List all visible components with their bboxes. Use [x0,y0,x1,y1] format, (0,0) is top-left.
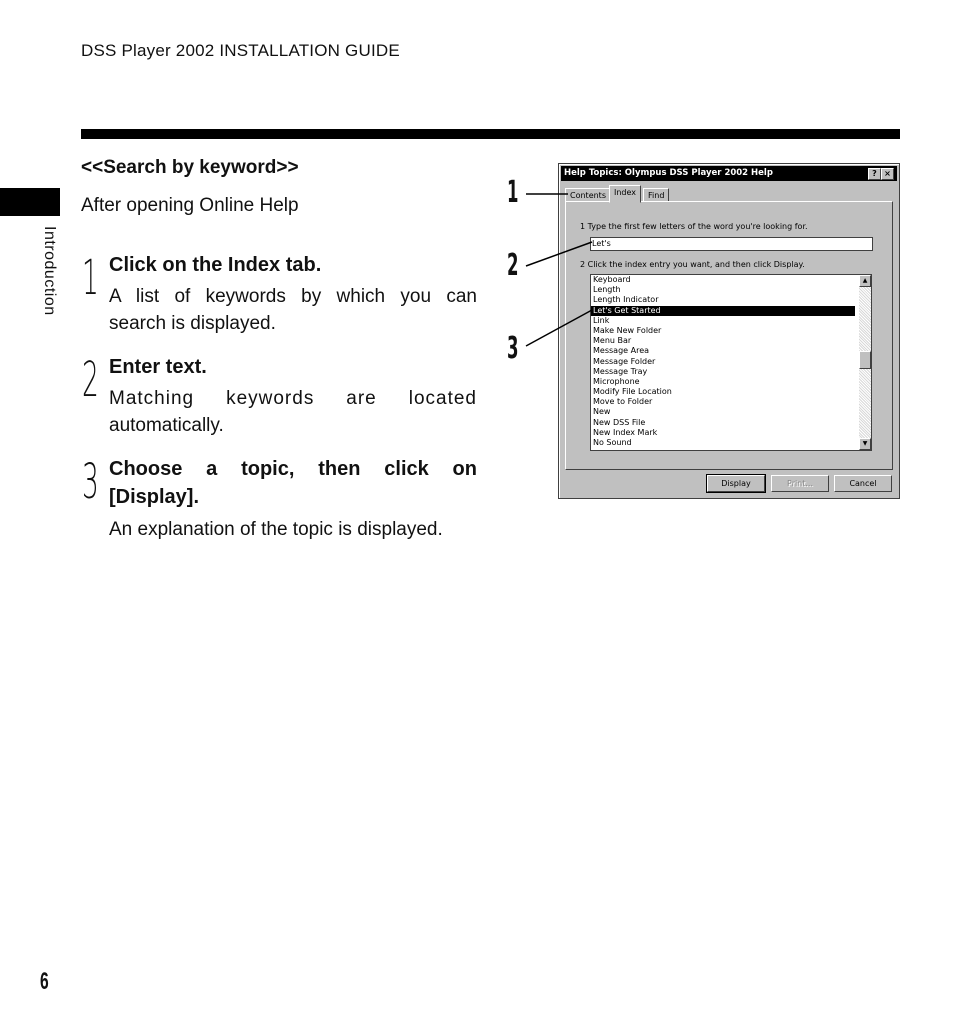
click-entry-label: 2 Click the index entry you want, and then click Display. [580,260,805,269]
index-entry-item[interactable]: Make New Folder [593,325,662,335]
step-2-title: Enter text. [109,356,207,378]
page-number: 6 [40,968,49,995]
step-2-desc-line2: automatically. [109,415,224,436]
step-1-desc-line2: search is displayed. [109,313,276,334]
step-number-2: 2 [82,352,99,408]
step-number-3: 3 [82,454,99,510]
index-entry-item[interactable]: Move to Folder [593,397,653,407]
side-section-label: Introduction [41,226,58,316]
help-question-button[interactable]: ? [868,168,881,180]
index-entry-item[interactable]: New Index Mark [593,427,658,437]
cancel-button[interactable]: Cancel [834,475,892,492]
step-1-title: Click on the Index tab. [109,254,322,276]
callout-number-1: 1 [507,175,519,210]
index-entry-item[interactable]: Microphone [593,376,640,386]
callout-line-2 [526,242,592,266]
index-entry-item[interactable]: New [593,407,611,417]
index-entry-item[interactable]: Length [593,285,621,295]
index-entry-list[interactable] [590,274,872,451]
callout-number-3: 3 [507,331,519,366]
tab-index[interactable]: Index [609,185,641,203]
dialog-title: Help Topics: Olympus DSS Player 2002 Help [564,168,773,178]
index-entry-item[interactable]: New DSS File [593,417,646,427]
close-button[interactable]: × [881,168,894,180]
index-entry-item[interactable]: Length Indicator [593,295,659,305]
side-tab-marker [0,188,60,216]
callout-number-2: 2 [507,248,519,283]
step-1-desc-line1: A list of keywords by which you can [109,286,477,307]
display-button[interactable]: Display [707,475,765,492]
index-entry-item[interactable]: Let's Get Started [591,306,855,316]
step-number-1: 1 [82,250,99,306]
index-entry-item[interactable]: Menu Bar [593,336,632,346]
type-letters-label: 1 Type the first few letters of the word you're looking for. [580,222,808,231]
print-button[interactable]: Print... [771,475,829,492]
header-rule [81,129,900,139]
section-heading: <<Search by keyword>> [81,157,299,178]
tab-contents[interactable]: Contents [565,188,611,201]
step-3-desc: An explanation of the topic is displayed. [109,519,443,540]
index-entry-item[interactable]: Message Folder [593,356,656,366]
step-3-title-line1: Choose a topic, then click on [109,458,477,480]
section-intro: After opening Online Help [81,195,299,216]
index-entry-item[interactable]: Modify File Location [593,387,672,397]
step-2-desc-line1: Matching keywords are located [109,388,477,409]
list-scrollbar[interactable] [859,275,871,450]
index-entry-item[interactable]: Link [593,315,610,325]
scroll-up-arrow-icon[interactable]: ▲ [859,275,871,287]
index-entry-item[interactable]: No Sound [593,438,632,447]
callout-line-3 [526,310,592,346]
index-entry-item[interactable]: Message Area [593,346,650,356]
step-3-title-line2: [Display]. [109,486,200,508]
scroll-down-arrow-icon[interactable]: ▼ [859,438,871,450]
scroll-thumb[interactable] [859,351,871,369]
keyword-search-input[interactable]: Let's [590,237,873,251]
tab-find[interactable]: Find [643,188,669,201]
index-entry-item[interactable]: Keyboard [593,275,631,284]
index-entry-item[interactable]: Message Tray [593,366,648,376]
page-header-title: DSS Player 2002 INSTALLATION GUIDE [81,41,400,60]
